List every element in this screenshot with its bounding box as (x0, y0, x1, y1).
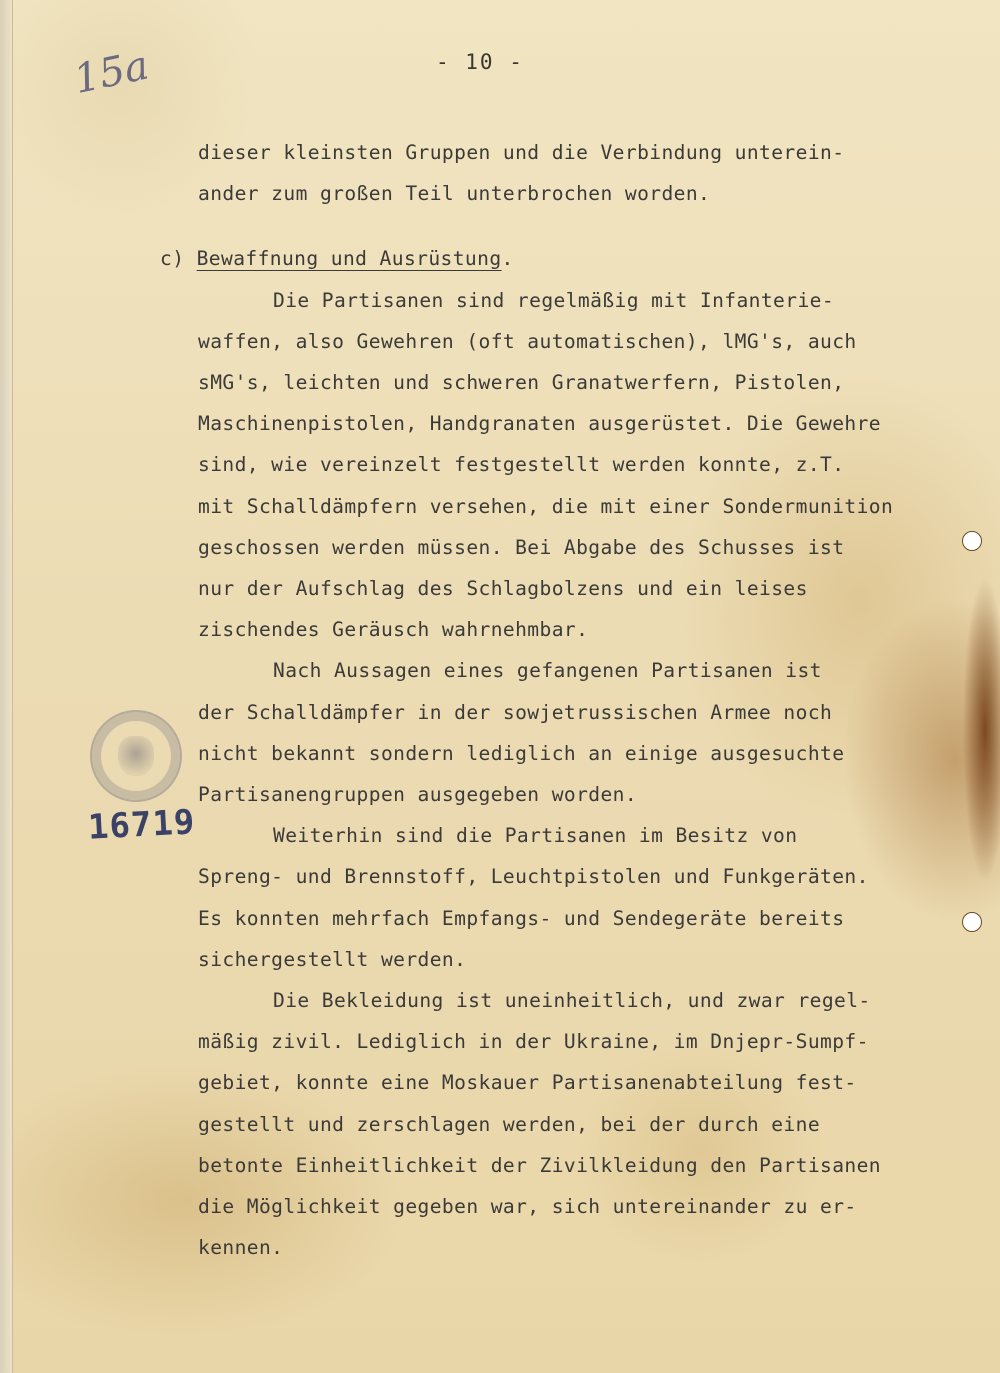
text-line: Es konnten mehrfach Empfangs- und Sendegeräte bereits (198, 906, 845, 930)
text-line: mäßig zivil. Lediglich in der Ukraine, im Dnjepr-Sumpf- (198, 1030, 869, 1054)
text-line: geschossen werden müssen. Bei Abgabe des Schusses ist (198, 535, 845, 559)
text-line: Spreng- und Brennstoff, Leuchtpistolen und Funkgeräten. (198, 865, 869, 889)
punch-hole (962, 912, 982, 932)
section-heading (160, 238, 948, 279)
burn-stain (955, 540, 1000, 920)
text-line: zischendes Geräusch wahrnehmbar. (198, 618, 589, 642)
section-marker: c) (160, 247, 185, 271)
text-line: Die Bekleidung ist uneinheitlich, und zwar regel- (273, 989, 871, 1013)
punch-hole (962, 531, 982, 551)
page-edge (0, 0, 13, 1373)
archive-seal-stamp (90, 710, 182, 802)
text-line: sMG's, leichten und schweren Granatwerfern, Pistolen, (198, 371, 845, 395)
text-line: Partisanengruppen ausgegeben worden. (198, 783, 638, 807)
text-line: ander zum großen Teil unterbrochen worden. (198, 182, 711, 206)
paragraph-gap (198, 214, 948, 238)
text-line: kennen. (198, 1236, 284, 1260)
eagle-emblem-icon (118, 736, 154, 776)
page-number: - 10 - (436, 50, 524, 74)
archive-stamp-number: 16719 (87, 802, 197, 848)
text-line: waffen, also Gewehren (oft automatischen), lMG's, auch (198, 329, 857, 353)
text-line: Weiterhin sind die Partisanen im Besitz von (273, 824, 798, 848)
text-line: betonte Einheitlichkeit der Zivilkleidung den Partisanen (198, 1153, 881, 1177)
text-line: mit Schalldämpfern versehen, die mit einer Sondermunition (198, 494, 894, 518)
text-line: gestellt und zerschlagen werden, bei der durch eine (198, 1112, 821, 1136)
section-title: Bewaffnung und Ausrüstung (196, 247, 502, 271)
text-line: Maschinenpistolen, Handgranaten ausgerüstet. Die Gewehre (198, 412, 881, 436)
text-line: sichergestellt werden. (198, 947, 467, 971)
section-title-end: . (501, 247, 514, 271)
text-line: dieser kleinsten Gruppen und die Verbindung unterein- (198, 141, 845, 164)
typed-body (160, 132, 948, 1268)
text-line: sind, wie vereinzelt festgestellt werden konnte, z.T. (198, 453, 845, 477)
text-line: Die Partisanen sind regelmäßig mit Infanterie- (273, 288, 835, 312)
text-line: Nach Aussagen eines gefangenen Partisanen ist (273, 659, 822, 683)
text-line: die Möglichkeit gegeben war, sich untereinander zu er- (198, 1195, 857, 1219)
text-line: nicht bekannt sondern lediglich an einige ausgesuchte (198, 741, 845, 765)
text-line: nur der Aufschlag des Schlagbolzens und ein leises (198, 577, 808, 601)
text-line: der Schalldämpfer in der sowjetrussischen Armee noch (198, 700, 833, 724)
text-line: gebiet, konnte eine Moskauer Partisanenabteilung fest- (198, 1071, 857, 1095)
handwritten-margin-note: 15a (70, 42, 153, 103)
